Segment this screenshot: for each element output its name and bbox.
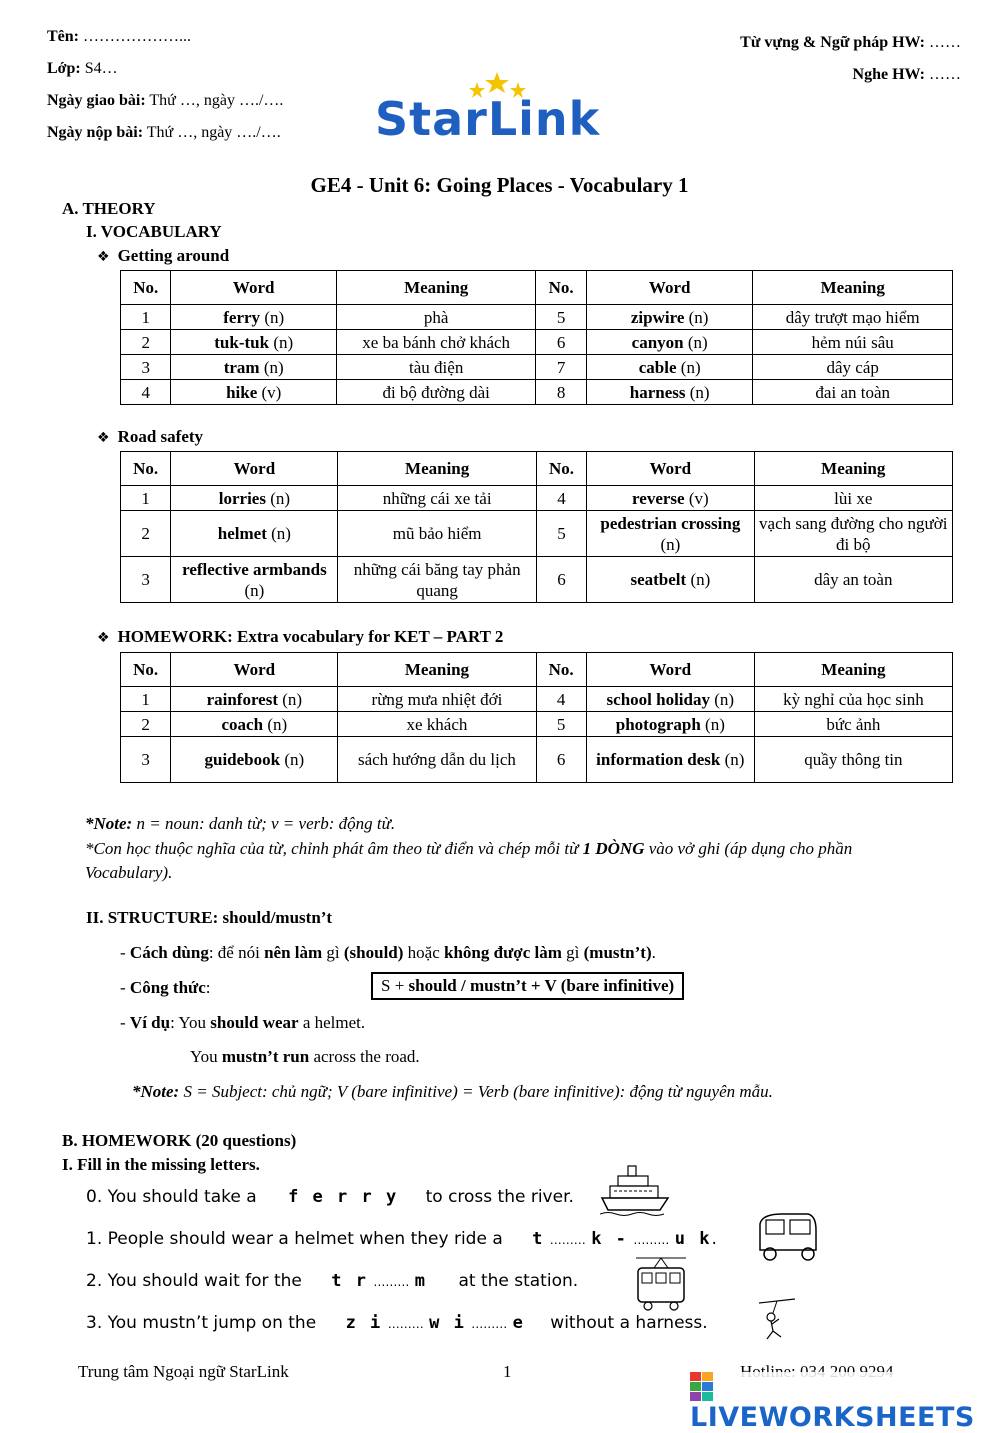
blank-2a[interactable]: ……… <box>373 1275 410 1289</box>
footer-center-name: Trung tâm Ngoại ngữ StarLink <box>78 1362 289 1381</box>
part-of-speech: (n) <box>271 524 291 543</box>
table-row <box>121 511 953 557</box>
number-cell: 4 <box>121 380 171 405</box>
class-line: Lớp: S4… <box>47 60 118 77</box>
word-cell <box>171 712 338 737</box>
word-text: harness <box>629 382 686 402</box>
column-header: Word <box>586 653 754 687</box>
column-header: No. <box>121 271 171 305</box>
homework-heading: B. HOMEWORK (20 questions) <box>62 1131 297 1150</box>
student-info <box>47 28 283 156</box>
table-row <box>121 380 953 405</box>
submit-date-line: Ngày nộp bài: Thứ …, ngày …./…. <box>47 124 281 141</box>
word-cell <box>586 330 753 355</box>
word-text: rainforest <box>206 689 279 709</box>
listen-hw-line: Nghe HW: …… <box>852 66 961 83</box>
part-of-speech: (n) <box>282 689 303 709</box>
word-text: seatbelt <box>630 570 687 589</box>
vocab-hw-line: Từ vựng & Ngữ pháp HW: …… <box>740 34 961 51</box>
word-cell <box>171 305 336 330</box>
word-text: tuk-tuk <box>214 332 270 352</box>
table-row <box>121 557 953 603</box>
table-header-row <box>121 452 953 486</box>
part-of-speech: (n) <box>690 570 711 589</box>
word-cell <box>171 557 338 603</box>
table-row <box>121 305 953 330</box>
word-cell <box>171 355 336 380</box>
table-row <box>121 330 953 355</box>
column-header: Meaning <box>338 653 536 687</box>
meaning-cell: đi bộ đường dài <box>336 380 536 405</box>
number-cell: 7 <box>536 355 586 380</box>
page-number: 1 <box>503 1362 512 1381</box>
group-heading-road-safety: ❖ Road safety <box>97 427 204 446</box>
word-cell <box>171 486 338 511</box>
column-header: Meaning <box>336 271 536 305</box>
ferry-picture <box>600 1160 670 1221</box>
number-cell: 1 <box>121 687 171 712</box>
number-cell: 5 <box>536 712 586 737</box>
number-cell: 6 <box>536 557 586 603</box>
meaning-cell: dây cáp <box>753 355 953 380</box>
part-of-speech: (n) <box>705 714 725 734</box>
usage-line: - Cách dùng: để nói nên làm gì (should) hoặc không được làm gì (mustn’t). <box>120 943 656 962</box>
name-line: Tên: ………………... <box>47 28 191 45</box>
part-of-speech: (n) <box>244 580 265 600</box>
meaning-cell: quầy thông tin <box>754 737 952 783</box>
diamond-bullet-icon: ❖ <box>97 430 110 446</box>
page-title: GE4 - Unit 6: Going Places - Vocabulary 1 <box>310 173 689 197</box>
word-cell <box>586 355 753 380</box>
assign-date-line: Ngày giao bài: Thứ …, ngày …./…. <box>47 92 284 109</box>
column-header: Meaning <box>754 653 952 687</box>
word-text: hike <box>226 382 258 402</box>
zipwire-icon <box>757 1297 797 1343</box>
column-header: No. <box>536 271 586 305</box>
word-text: ferry <box>223 307 261 327</box>
column-header: No. <box>536 452 586 486</box>
tuk-tuk-icon <box>752 1210 824 1262</box>
column-header: Word <box>586 271 753 305</box>
vocab-table-ket <box>120 652 953 783</box>
word-cell <box>171 330 336 355</box>
word-cell <box>586 305 753 330</box>
number-cell: 2 <box>121 712 171 737</box>
part-of-speech: (n) <box>263 357 284 377</box>
part-of-speech: (n) <box>687 332 708 352</box>
word-text: information desk <box>596 750 721 769</box>
part-of-speech: (n) <box>273 332 294 352</box>
column-header: Meaning <box>338 452 536 486</box>
word-text: reverse <box>632 488 685 508</box>
word-text: helmet <box>217 524 267 543</box>
structure-heading: II. STRUCTURE: should/mustn’t <box>86 908 333 927</box>
part-of-speech: (n) <box>688 307 709 327</box>
column-header: Word <box>171 271 336 305</box>
word-cell <box>171 380 336 405</box>
zipwire-picture <box>757 1297 797 1348</box>
group-heading-homework-vocab: ❖ HOMEWORK: Extra vocabulary for KET – PART 2 <box>97 627 504 646</box>
question-0: 0. You should take a f e r r y to cross the river. <box>86 1187 574 1207</box>
table-row <box>121 737 953 783</box>
meaning-cell: mũ bảo hiểm <box>338 511 536 557</box>
number-cell: 6 <box>536 330 586 355</box>
blank-1a[interactable]: ……… <box>549 1233 586 1247</box>
number-cell: 5 <box>536 305 586 330</box>
example-line-2: You mustn’t run across the road. <box>190 1047 420 1066</box>
ferry-icon <box>600 1160 670 1216</box>
word-cell <box>587 511 754 557</box>
word-cell <box>171 737 338 783</box>
meaning-cell: dây an toàn <box>754 557 952 603</box>
question-3: 3. You mustn’t jump on the z i ……… w i ……… e without a harness. <box>86 1313 708 1333</box>
column-header: Word <box>171 452 338 486</box>
meaning-cell: sách hướng dẫn du lịch <box>338 737 536 783</box>
meaning-cell: vạch sang đường cho người đi bộ <box>754 511 952 557</box>
note-abbreviations: *Note: n = noun: danh từ; v = verb: động từ. <box>85 814 396 833</box>
word-cell <box>171 687 338 712</box>
table-row <box>121 712 953 737</box>
meaning-cell: những cái xe tải <box>338 486 536 511</box>
note-study-instructions: *Con học thuộc nghĩa của từ, chỉnh phát âm theo từ điển và chép mỗi từ 1 DÒNG vào vở ghi (áp dụng cho phần Vocabulary). <box>85 839 853 882</box>
question-2: 2. You should wait for the t r ……… m at the station. <box>86 1271 579 1291</box>
number-cell: 8 <box>536 380 586 405</box>
word-cell <box>586 687 754 712</box>
part-of-speech: (n) <box>724 750 745 769</box>
starlink-logo <box>375 68 625 148</box>
number-cell: 6 <box>536 737 586 783</box>
word-cell <box>586 737 754 783</box>
part-of-speech: (n) <box>660 534 681 554</box>
homework-part1-heading: I. Fill in the missing letters. <box>62 1155 260 1174</box>
word-text: cable <box>638 357 677 377</box>
example-line-1: - Ví dụ: You should wear a helmet. <box>120 1013 366 1032</box>
diamond-bullet-icon: ❖ <box>97 630 110 646</box>
number-cell: 5 <box>536 511 586 557</box>
meaning-cell: đai an toàn <box>753 380 953 405</box>
column-header: Meaning <box>753 271 953 305</box>
word-cell <box>586 380 753 405</box>
meaning-cell: tàu điện <box>336 355 536 380</box>
word-cell <box>587 486 754 511</box>
number-cell: 1 <box>121 305 171 330</box>
word-cell <box>171 511 338 557</box>
number-cell: 3 <box>121 355 171 380</box>
tram-icon <box>632 1256 690 1314</box>
column-header: Word <box>587 452 754 486</box>
number-cell: 1 <box>121 486 171 511</box>
vocabulary-heading: I. VOCABULARY <box>86 222 222 241</box>
number-cell: 4 <box>536 486 586 511</box>
meaning-cell: lùi xe <box>754 486 952 511</box>
number-cell: 4 <box>536 687 586 712</box>
table-row <box>121 486 953 511</box>
column-header: Meaning <box>754 452 952 486</box>
tram-picture <box>632 1256 690 1319</box>
part-of-speech: (n) <box>689 382 710 402</box>
part-of-speech: (n) <box>267 714 288 734</box>
column-header: No. <box>121 653 171 687</box>
number-cell: 3 <box>121 737 171 783</box>
structure-note: *Note: S = Subject: chủ ngữ; V (bare infinitive) = Verb (bare infinitive): động từ nguyên mẫu. <box>132 1082 773 1101</box>
meaning-cell: những cái băng tay phản quang <box>338 557 536 603</box>
word-text: school holiday <box>606 689 710 709</box>
number-cell: 2 <box>121 511 171 557</box>
theory-heading: A. THEORY <box>62 199 156 218</box>
meaning-cell: dây trượt mạo hiểm <box>753 305 953 330</box>
vocab-table-road-safety <box>120 451 953 603</box>
meaning-cell: phà <box>336 305 536 330</box>
formula-box: S + should / mustn’t + V (bare infinitive) <box>371 972 684 1000</box>
number-cell: 3 <box>121 557 171 603</box>
answer-ferry: f e r r y <box>288 1187 399 1207</box>
meaning-cell: kỳ nghỉ của học sinh <box>754 687 952 712</box>
word-cell <box>587 557 754 603</box>
vocab-table-getting-around <box>120 270 953 405</box>
word-text: reflective armbands <box>182 559 327 579</box>
meaning-cell: hẻm núi sâu <box>753 330 953 355</box>
word-cell <box>586 712 754 737</box>
part-of-speech: (n) <box>680 357 701 377</box>
blank-3a[interactable]: ……… <box>387 1317 424 1331</box>
part-of-speech: (n) <box>714 689 735 709</box>
blank-1b[interactable]: ……… <box>633 1233 670 1247</box>
homework-scores <box>740 34 961 98</box>
column-header: No. <box>536 653 586 687</box>
part-of-speech: (n) <box>270 488 291 508</box>
word-text: guidebook <box>204 750 281 769</box>
part-of-speech: (v) <box>688 488 709 508</box>
column-header: No. <box>121 452 171 486</box>
liveworksheets-logo-icon <box>690 1372 714 1402</box>
table-header-row <box>121 271 953 305</box>
word-text: canyon <box>631 332 684 352</box>
table-row <box>121 355 953 380</box>
group-heading-getting-around: ❖ Getting around <box>97 246 230 265</box>
formula-label-line: - Công thức: <box>120 978 211 997</box>
meaning-cell: rừng mưa nhiệt đới <box>338 687 536 712</box>
meaning-cell: xe ba bánh chở khách <box>336 330 536 355</box>
word-text: zipwire <box>630 307 685 327</box>
meaning-cell: bức ảnh <box>754 712 952 737</box>
part-of-speech: (n) <box>284 750 305 769</box>
blank-3b[interactable]: ……… <box>471 1317 508 1331</box>
question-1: 1. People should wear a helmet when they ride a t ……… k - ……… u k. <box>86 1229 717 1249</box>
word-text: lorries <box>218 488 266 508</box>
word-text: coach <box>221 714 264 734</box>
logo-text: StarLink <box>375 92 601 146</box>
word-text: tram <box>223 357 260 377</box>
column-header: Word <box>171 653 338 687</box>
table-header-row <box>121 653 953 687</box>
table-row <box>121 687 953 712</box>
part-of-speech: (v) <box>261 382 282 402</box>
part-of-speech: (n) <box>264 307 285 327</box>
word-text: pedestrian crossing <box>600 513 741 533</box>
number-cell: 2 <box>121 330 171 355</box>
meaning-cell: xe khách <box>338 712 536 737</box>
diamond-bullet-icon: ❖ <box>97 249 110 265</box>
liveworksheets-watermark: LIVEWORKSHEETS <box>690 1372 999 1406</box>
word-text: photograph <box>615 714 701 734</box>
tuk-tuk-picture <box>752 1210 824 1267</box>
